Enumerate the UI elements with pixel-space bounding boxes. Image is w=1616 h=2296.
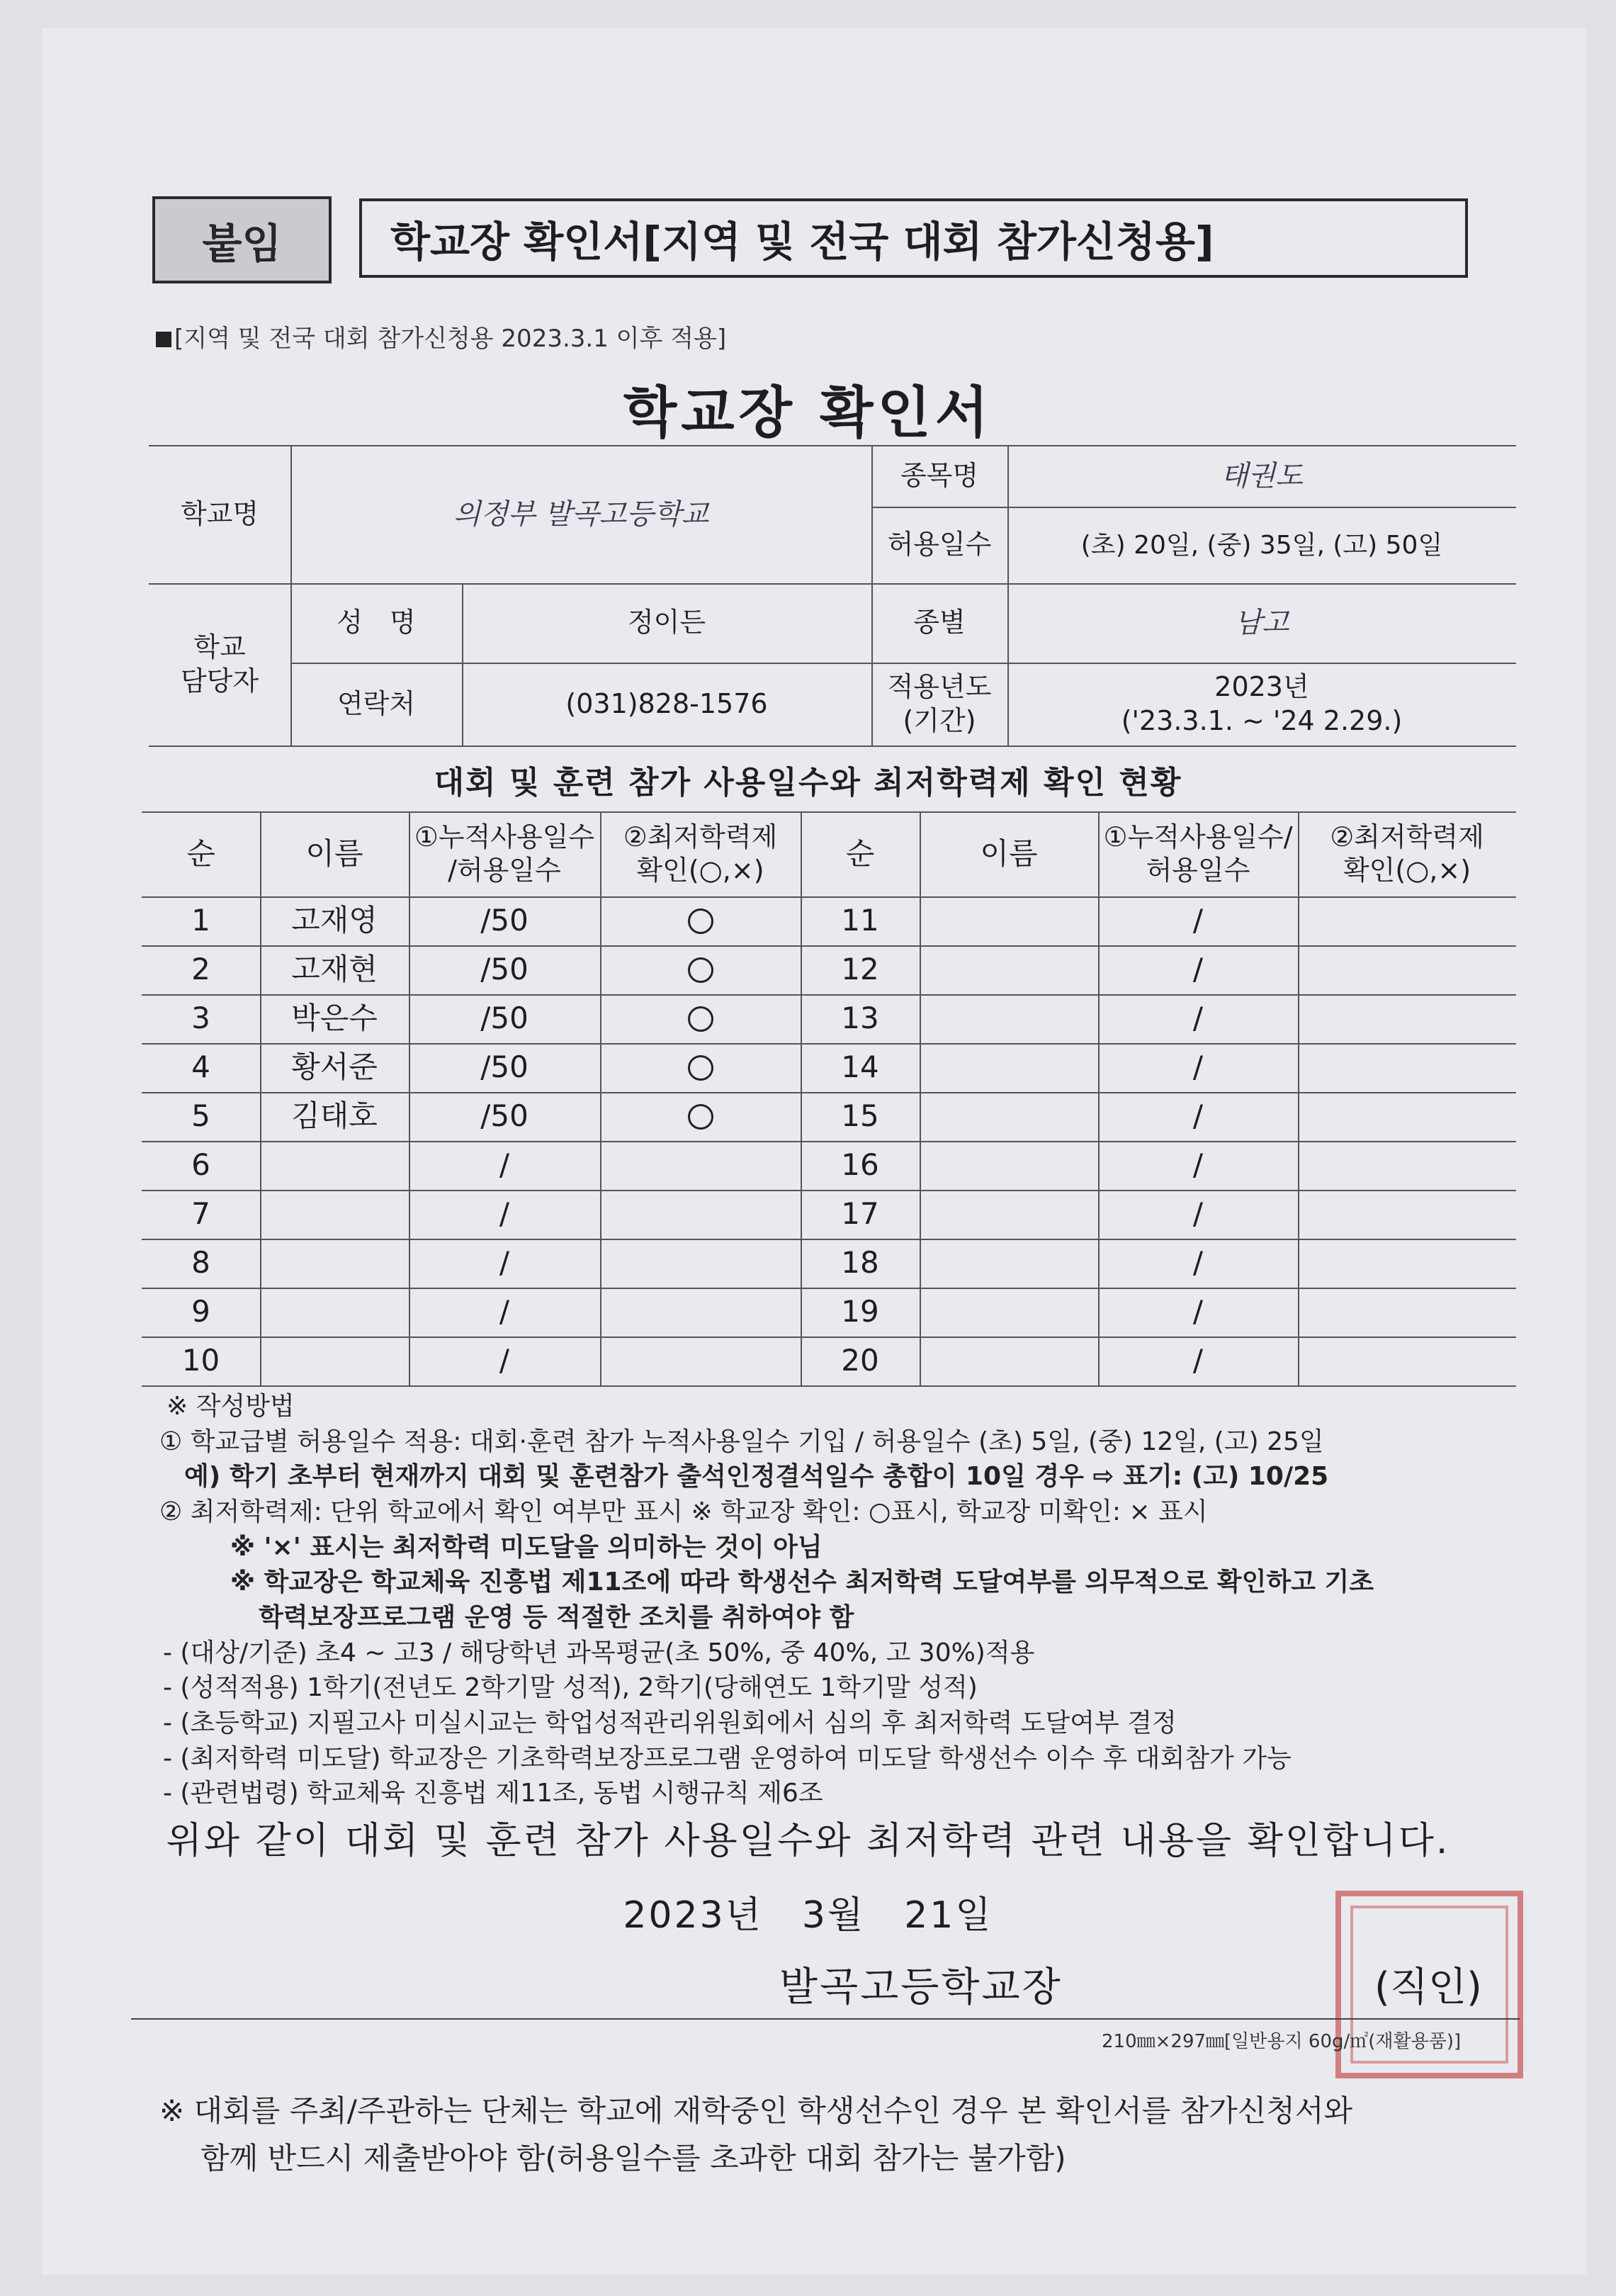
student-name (920, 1141, 1098, 1190)
academic-check (600, 1239, 801, 1288)
instructions (159, 1389, 1527, 1811)
rule (149, 745, 1516, 747)
check-circle-icon (688, 1104, 713, 1130)
submission-note (159, 2087, 1352, 2182)
used-days: / (499, 1294, 510, 1329)
instructions-heading: ※ 작성방법 (166, 1392, 295, 1421)
year-cell (1007, 663, 1516, 745)
academic-check (600, 1141, 801, 1190)
detail-3: - (초등학교) 지필고사 미실시교는 학업성적관리위원회에서 심의 후 최저학력 도달여부 결정 (163, 1709, 1177, 1738)
row-number: 17 (841, 1196, 879, 1232)
used-days: / (499, 1196, 510, 1232)
table-row-rule (142, 1385, 1516, 1387)
principal-name: 발곡고등학교장 (779, 1964, 1063, 2010)
document-title: 학교장 확인서 (623, 381, 993, 445)
apply-note (156, 319, 726, 354)
attachment-label: 붙임 (152, 196, 332, 283)
used-days: / (1192, 1049, 1204, 1085)
row-number: 10 (181, 1343, 220, 1378)
apply-note-text: [지역 및 전국 대회 참가신청용 2023.3.1 이후 적용] (174, 325, 727, 353)
student-name (920, 1092, 1098, 1141)
student-name: 김태호 (291, 1098, 378, 1134)
academic-check (600, 945, 801, 994)
student-name: 황서준 (291, 1049, 378, 1085)
used-days: / (1192, 1147, 1204, 1183)
header-no-right: 순 (845, 835, 875, 871)
academic-check (600, 1336, 801, 1385)
row-number: 12 (841, 952, 879, 987)
manager-label: 학교 담당자 (180, 631, 259, 697)
submission-note-line2: 함께 반드시 제출받아야 함(허용일수를 초과한 대회 참가는 불가함) (200, 2141, 1066, 2176)
academic-check (600, 1288, 801, 1336)
student-name (920, 1239, 1098, 1288)
student-name (260, 1190, 409, 1239)
header-no: 순 (186, 835, 215, 871)
confirmation-statement: 위와 같이 대회 및 훈련 참가 사용일수와 최저학력 관련 내용을 확인합니다. (166, 1820, 1450, 1862)
header-name: 이름 (305, 835, 363, 871)
type-label: 종별 (913, 607, 966, 638)
instruction-4a: ※ 학교장은 학교체육 진흥법 제11조에 따라 학생선수 최저학력 도달여부를 의무적으로 확인하고 기초 (230, 1568, 1374, 1597)
used-days: / (1192, 1196, 1204, 1232)
academic-check (1298, 1092, 1516, 1141)
row-number: 3 (191, 1001, 210, 1036)
used-days: /50 (480, 1098, 529, 1134)
academic-check (600, 1190, 801, 1239)
submission-note-line1: ※ 대회를 주최/주관하는 단체는 학교에 재학중인 학생선수인 경우 본 확인서를 참가신청서와 (159, 2093, 1353, 2128)
sport-label: 종목명 (900, 459, 979, 491)
student-name: 고재현 (291, 952, 378, 987)
instruction-1a: ① 학교급별 허용일수 적용: 대회·훈련 참가 누적사용일수 기입 / 허용일수 (초) 5일, (중) 12일, (고) 25일 (159, 1426, 1324, 1456)
academic-check (1298, 1288, 1516, 1336)
detail-2: - (성적적용) 1학기(전년도 2학기말 성적), 2학기(당해연도 1학기말 성적) (163, 1673, 978, 1703)
header-check: ②최저학력제 확인(○,×) (623, 821, 778, 886)
issue-date: 2023년 3월 21일 (623, 1894, 993, 1937)
row-number: 2 (191, 952, 210, 987)
used-days: / (1192, 903, 1204, 938)
row-number: 14 (841, 1049, 879, 1085)
header-days-right: ①누적사용일수/ 허용일수 (1103, 821, 1293, 886)
academic-check (600, 896, 801, 945)
academic-check (1298, 1141, 1516, 1190)
student-name (260, 1141, 409, 1190)
check-circle-icon (688, 1055, 713, 1081)
row-number: 11 (841, 903, 879, 938)
row-number: 15 (841, 1098, 879, 1134)
header-name-right: 이름 (980, 835, 1038, 871)
used-days: / (1192, 1343, 1204, 1378)
student-name: 박은수 (291, 1001, 378, 1036)
year-value: 2023년 (1214, 671, 1309, 702)
allowed-days-value: (초) 20일, (중) 35일, (고) 50일 (1080, 530, 1443, 560)
academic-check (600, 994, 801, 1043)
used-days: / (1192, 1001, 1204, 1036)
student-name (920, 1190, 1098, 1239)
seal-label: (직인) (1374, 1964, 1482, 2010)
square-bullet-icon (156, 332, 171, 347)
contact-value: (031)828-1576 (565, 687, 768, 719)
row-number: 18 (841, 1245, 879, 1281)
row-number: 5 (191, 1098, 210, 1134)
used-days: / (1192, 952, 1204, 987)
used-days: /50 (480, 1001, 529, 1036)
row-number: 8 (191, 1245, 210, 1281)
detail-1: - (대상/기준) 초4 ~ 고3 / 해당학년 과목평균(초 50%, 중 40%, 고 30%)적용 (163, 1638, 1035, 1667)
student-name: 고재영 (291, 903, 378, 938)
school-label: 학교명 (180, 497, 259, 529)
instruction-2: ② 최저학력제: 단위 학교에서 확인 여부만 표시 ※ 학교장 확인: ○표시, 학교장 미확인: × 표시 (159, 1497, 1208, 1527)
row-number: 19 (841, 1294, 879, 1329)
academic-check (1298, 1190, 1516, 1239)
academic-check (1298, 1336, 1516, 1385)
footer-rule (131, 2018, 1520, 2020)
paper-spec: 210㎜×297㎜[일반용지 60g/㎡(재활용품)] (1102, 2031, 1462, 2052)
check-circle-icon (688, 908, 713, 934)
used-days: /50 (480, 1049, 529, 1085)
student-name (260, 1288, 409, 1336)
row-number: 16 (841, 1147, 879, 1183)
row-number: 7 (191, 1196, 210, 1232)
instruction-1b: 예) 학기 초부터 현재까지 대회 및 훈련참가 출석인정결석일수 총합이 10일 경우 ⇨ 표기: (고) 10/25 (184, 1462, 1329, 1492)
student-name (920, 1288, 1098, 1336)
header-check-right: ②최저학력제 확인(○,×) (1330, 821, 1484, 886)
contact-label: 연락처 (337, 687, 416, 719)
name-value: 정이든 (627, 607, 706, 638)
academic-check (1298, 1239, 1516, 1288)
used-days: / (1192, 1294, 1204, 1329)
row-number: 1 (191, 903, 210, 938)
instruction-3: ※ '×' 표시는 최저학력 미도달을 의미하는 것이 아님 (230, 1532, 823, 1562)
used-days: / (1192, 1245, 1204, 1281)
student-name (920, 945, 1098, 994)
academic-check (600, 1092, 801, 1141)
header-days: ①누적사용일수 /허용일수 (414, 821, 595, 886)
student-name (920, 1336, 1098, 1385)
period-value: ('23.3.1. ~ '24 2.29.) (1121, 704, 1403, 736)
row-number: 20 (841, 1343, 879, 1378)
sport-value: 태권도 (1221, 459, 1303, 493)
school-value: 의정부 발곡고등학교 (453, 497, 709, 531)
used-days: / (499, 1343, 510, 1378)
student-name (260, 1336, 409, 1385)
section-title: 대회 및 훈련 참가 사용일수와 최저학력제 확인 현황 (434, 765, 1182, 801)
year-label: 적용년도 (기간) (887, 671, 992, 736)
student-name (920, 994, 1098, 1043)
name-label: 성 명 (337, 607, 416, 638)
academic-check (1298, 994, 1516, 1043)
used-days: /50 (480, 903, 529, 938)
form-title: 학교장 확인서[지역 및 전국 대회 참가신청용] (359, 198, 1468, 278)
academic-check (600, 1043, 801, 1092)
check-circle-icon (688, 957, 713, 983)
student-name (920, 1043, 1098, 1092)
used-days: / (1192, 1098, 1204, 1134)
academic-check (1298, 1043, 1516, 1092)
academic-check (1298, 945, 1516, 994)
used-days: / (499, 1147, 510, 1183)
used-days: / (499, 1245, 510, 1281)
row-number: 9 (191, 1294, 210, 1329)
row-number: 4 (191, 1049, 210, 1085)
row-number: 13 (841, 1001, 879, 1036)
student-name (920, 896, 1098, 945)
instruction-4b: 학력보장프로그램 운영 등 적절한 조치를 취하여야 함 (259, 1603, 854, 1633)
academic-check (1298, 896, 1516, 945)
type-value: 남고 (1234, 607, 1289, 639)
row-number: 6 (191, 1147, 210, 1183)
check-circle-icon (688, 1006, 713, 1032)
used-days: /50 (480, 952, 529, 987)
detail-4: - (최저학력 미도달) 학교장은 기초학력보장프로그램 운영하여 미도달 학생선수 이수 후 대회참가 가능 (163, 1743, 1292, 1773)
student-name (260, 1239, 409, 1288)
allowed-days-label: 허용일수 (887, 529, 992, 561)
detail-5: - (관련법령) 학교체육 진흥법 제11조, 동법 시행규칙 제6조 (163, 1779, 823, 1808)
